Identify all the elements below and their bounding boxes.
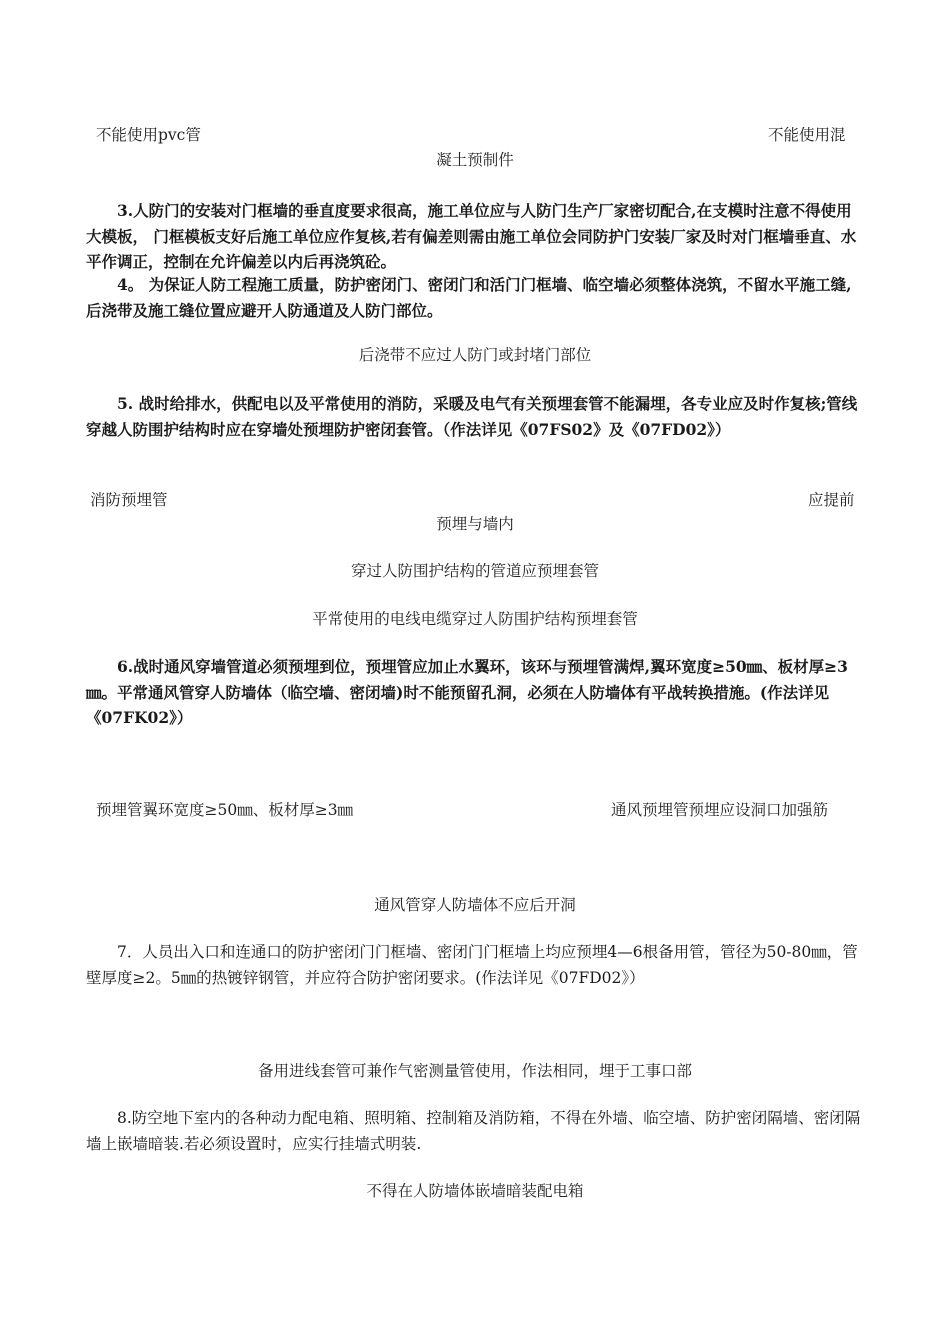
paragraph-8: 8.防空地下室内的各种动力配电箱、照明箱、控制箱及消防箱，不得在外墙、临空墙、防护密闭隔墙、密闭隔墙上嵌墙暗装.若必须设置时，应实行挂墙式明装. bbox=[86, 1109, 861, 1153]
caption-no-pvc-pipe: 不能使用pvc管 bbox=[96, 126, 201, 144]
caption-post-pour-strip: 后浇带不应过人防门或封堵门部位 bbox=[358, 346, 592, 364]
paragraph-5: 5. 战时给排水，供配电以及平常使用的消防，采暖及电气有关预埋套管不能漏埋，各专业应及时作复核;管线穿越人防围护结构时应在穿墙处预埋防护密闭套管。（作法详见《07FS02》及《07FD02》） bbox=[86, 394, 858, 439]
caption-ventilation-reinforcement: 通风预埋管预埋应设洞口加强筋 bbox=[611, 801, 829, 819]
paragraph-4: 4。 为保证人防工程施工质量，防护密闭门、密闭门和活门门框墙、临空墙必须整体浇筑，不留水平施工缝,后浇带及施工缝位置应避开人防通道及人防门部位。 bbox=[86, 275, 852, 320]
caption-wing-ring-width: 预埋管翼环宽度≥50㎜、板材厚≥3㎜ bbox=[96, 801, 354, 819]
caption-cable-sleeve: 平常使用的电线电缆穿过人防围护结构预埋套管 bbox=[312, 610, 638, 628]
paragraph-3: 3.人防门的安装对门框墙的垂直度要求很高，施工单位应与人防门生产厂家密切配合,在支模时注意不得使用大模板， 门框模板支好后施工单位应作复核,若有偏差则需由施工单位会同防护门安装厂家及时对门框墙垂直、水平作调正，控制在允许偏差以内后再浇筑砼。 bbox=[86, 201, 857, 271]
caption-no-concrete-prefab-cont: 凝土预制件 bbox=[436, 151, 514, 169]
caption-no-embedded-box: 不得在人防墙体嵌墙暗装配电箱 bbox=[366, 1182, 584, 1200]
paragraph-7: 7．人员出入口和连通口的防护密闭门门框墙、密闭门门框墙上均应预埋4—6根备用管，管径为50-80㎜，管壁厚度≥2。5㎜的热镀锌钢管，并应符合防护密闭要求。(作法详见《07FD02》） bbox=[86, 943, 858, 987]
paragraph-6: 6.战时通风穿墙管道必须预埋到位，预埋管应加止水翼环，该环与预埋管满焊,翼环宽度≥50㎜、板材厚≥3㎜。平常通风管穿人防墙体（临空墙、密闭墙)时不能预留孔洞，必须在人防墙体有平战转换措施。(作法详见《07FK02》） bbox=[86, 657, 848, 727]
caption-no-post-drilling: 通风管穿人防墙体不应后开洞 bbox=[374, 896, 576, 914]
caption-embed-in-advance: 应提前 bbox=[808, 491, 855, 509]
caption-no-concrete-prefab: 不能使用混 bbox=[768, 126, 846, 144]
caption-embed-in-wall: 预埋与墙内 bbox=[436, 515, 514, 533]
caption-spare-sleeve: 备用进线套管可兼作气密测量管使用，作法相同，埋于工事口部 bbox=[257, 1062, 692, 1080]
caption-pipe-sleeve: 穿过人防围护结构的管道应预埋套管 bbox=[350, 562, 599, 580]
caption-fire-embedded-pipe: 消防预埋管 bbox=[90, 491, 168, 509]
